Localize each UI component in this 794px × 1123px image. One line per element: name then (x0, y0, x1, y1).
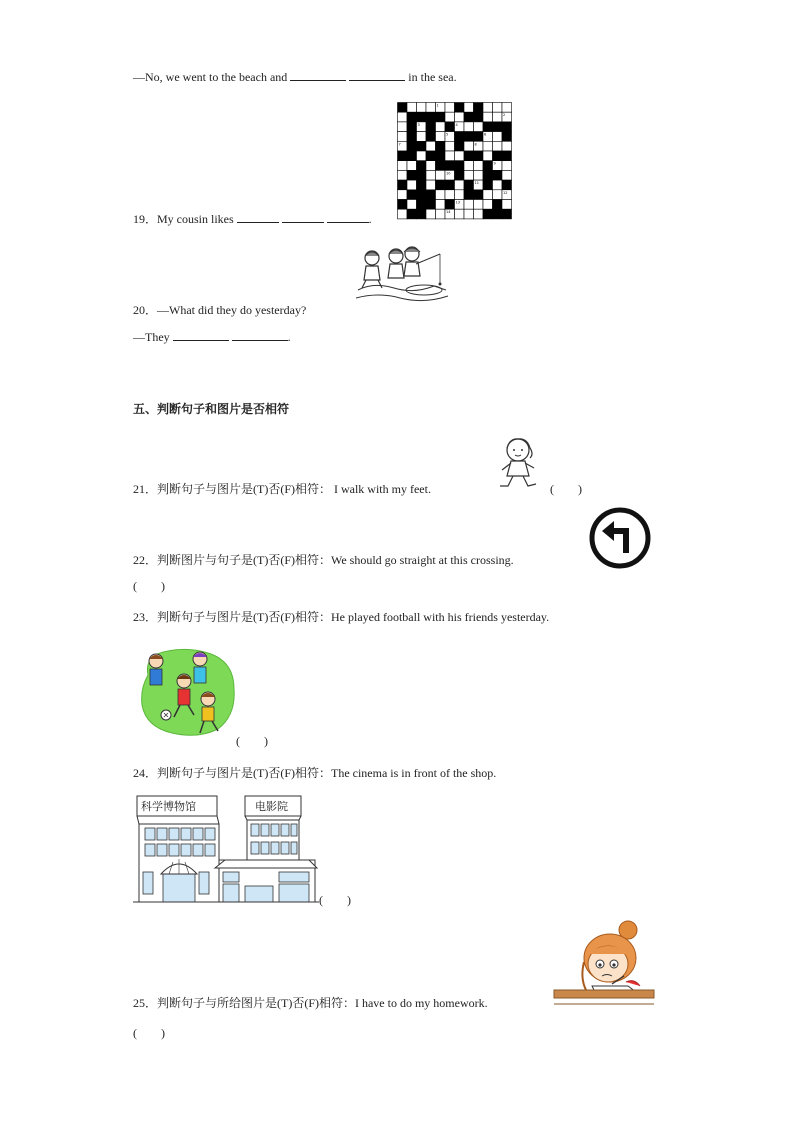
crossword-cell (474, 122, 484, 132)
crossword-number: 11 (474, 181, 479, 186)
crossword-cell (502, 209, 512, 219)
crossword-cell (417, 141, 427, 151)
crossword-cell (502, 180, 512, 190)
crossword-cell (483, 200, 493, 210)
crossword-number: 6 (484, 132, 487, 137)
crossword-cell (474, 132, 487, 142)
crossword-cell (493, 209, 503, 219)
crossword-cell (474, 161, 484, 171)
crossword-cell (426, 170, 436, 180)
crossword-cell (445, 141, 455, 151)
crossword-cell (455, 170, 465, 180)
crossword-cell (502, 151, 512, 161)
crossword-cell (445, 112, 455, 122)
crossword-cell (464, 103, 474, 113)
crossword-cell (426, 112, 436, 122)
crossword-cell (483, 161, 493, 171)
q20-question: 20．—What did they do yesterday? (133, 303, 307, 317)
crossword-cell (455, 151, 465, 161)
crossword-cell (464, 170, 474, 180)
crossword-cell (493, 200, 503, 210)
crossword-cell (398, 200, 408, 210)
crossword-cell (407, 122, 417, 132)
crossword-cell (455, 112, 465, 122)
crossword-cell (445, 151, 455, 161)
crossword-cell (407, 180, 417, 190)
crossword-cell (493, 190, 503, 200)
crossword-cell (493, 151, 503, 161)
crossword-cell (407, 190, 417, 200)
crossword-cell (483, 151, 493, 161)
crossword-cell (445, 103, 455, 113)
crossword-cell (493, 122, 503, 132)
q19-text: 19．My cousin likes (133, 212, 234, 226)
crossword-cell (417, 209, 427, 219)
crossword-cell (493, 132, 503, 142)
answer-blank[interactable] (282, 210, 324, 223)
crossword-cell (455, 132, 465, 142)
q20-answer-prefix: —They (133, 330, 170, 344)
crossword-cell (493, 103, 503, 113)
q21-text: 21．判断句子与图片是(T)否(F)相符： I walk with my feet. (133, 482, 431, 496)
answer-blank[interactable] (232, 328, 288, 341)
crossword-cell (445, 180, 455, 190)
cinema-sign: 电影院 (255, 800, 288, 813)
crossword-cell (445, 200, 455, 210)
crossword-number: 10 (446, 171, 451, 176)
crossword-cell (436, 141, 446, 151)
crossword-cell (417, 103, 427, 113)
crossword-cell (398, 112, 408, 122)
q20-suffix: . (287, 330, 291, 344)
crossword-cell (426, 200, 436, 210)
crossword-cell (436, 209, 446, 219)
q22-answer-paren[interactable]: ( ) (133, 579, 165, 593)
crossword-cell (417, 151, 427, 161)
crossword-cell (483, 170, 493, 180)
q18-line (133, 68, 457, 85)
crossword-number: 13 (455, 200, 460, 205)
crossword-cell (417, 132, 427, 142)
crossword-cell (426, 180, 436, 190)
crossword-cell (407, 161, 417, 171)
crossword-cell (436, 170, 446, 180)
crossword-cell (407, 200, 417, 210)
crossword-cell (407, 103, 417, 113)
q22-text: 22．判断图片与句子是(T)否(F)相符：We should go straight at this crossing. (133, 553, 514, 567)
crossword-cell (455, 190, 465, 200)
q25-text: 25．判断句子与所给图片是(T)否(F)相符：I have to do my homework. (133, 996, 488, 1010)
crossword-number: 14 (446, 210, 451, 215)
crossword-number: 4 (455, 122, 458, 127)
crossword-cell (464, 151, 474, 161)
crossword-cell (407, 151, 417, 161)
crossword-cell (502, 122, 512, 132)
crossword-cell (474, 190, 484, 200)
answer-blank[interactable] (327, 210, 369, 223)
crossword-cell (398, 170, 408, 180)
crossword-cell (502, 200, 512, 210)
crossword-cell (455, 161, 465, 171)
crossword-cell (464, 141, 474, 151)
crossword-picture (397, 102, 515, 222)
crossword-cell (483, 103, 493, 113)
q20-answer-line (133, 328, 291, 345)
crossword-cell (464, 112, 474, 122)
crossword-cell (483, 180, 493, 190)
answer-blank[interactable] (290, 68, 346, 81)
crossword-cell (493, 112, 506, 122)
crossword-cell (464, 180, 474, 190)
crossword-cell (493, 180, 503, 190)
q24-text: 24．判断句子与图片是(T)否(F)相符：The cinema is in front of the shop. (133, 766, 497, 780)
crossword-cell (474, 151, 484, 161)
crossword-cell (455, 180, 465, 190)
crossword-cell (436, 122, 446, 132)
crossword-cell (502, 170, 512, 180)
crossword-cell (436, 180, 446, 190)
crossword-number: 2 (503, 113, 506, 118)
crossword-cell (445, 190, 455, 200)
crossword-cell (464, 200, 474, 210)
crossword-cell (455, 141, 465, 151)
crossword-cell (502, 103, 512, 113)
crossword-cell (436, 200, 446, 210)
q23-text: 23．判断句子与图片是(T)否(F)相符：He played football with his friends yesterday. (133, 610, 550, 624)
crossword-cell (436, 161, 446, 171)
crossword-cell (474, 103, 484, 113)
q25-answer-paren[interactable]: ( ) (133, 1026, 165, 1040)
crossword-cell (464, 161, 474, 171)
crossword-cell (464, 122, 474, 132)
crossword-cell (436, 112, 446, 122)
crossword-number: 7 (398, 142, 401, 147)
crossword-cell (464, 209, 474, 219)
crossword-cell (493, 170, 503, 180)
answer-blank[interactable] (237, 210, 279, 223)
crossword-cell (398, 190, 408, 200)
crossword-number: 12 (503, 190, 508, 195)
crossword-cell (474, 200, 484, 210)
crossword-cell (474, 170, 484, 180)
crossword-cell (455, 209, 465, 219)
answer-blank[interactable] (349, 68, 405, 81)
crossword-cell (426, 103, 436, 113)
crossword-cell (464, 132, 474, 142)
crossword-number: 5 (446, 132, 449, 137)
crossword-cell (474, 209, 484, 219)
crossword-cell (445, 122, 455, 132)
crossword-cell (398, 151, 408, 161)
girl-doing-homework-picture (552, 918, 656, 1008)
crossword-cell (483, 190, 493, 200)
q19-suffix: . (368, 212, 372, 226)
crossword-cell (426, 209, 436, 219)
crossword-cell (417, 200, 427, 210)
crossword-cell (407, 132, 417, 142)
crossword-cell (426, 141, 436, 151)
museum-sign: 科学博物馆 (141, 800, 196, 813)
crossword-number: 1 (436, 103, 439, 108)
crossword-cell (407, 141, 417, 151)
q21-answer-paren[interactable]: ( ) (550, 482, 582, 496)
crossword-cell (398, 209, 408, 219)
crossword-cell (426, 190, 436, 200)
q18-suffix: in the sea. (408, 70, 457, 84)
crossword-number: 3 (417, 122, 420, 127)
crossword-cell (502, 141, 512, 151)
buildings-picture (133, 794, 319, 904)
crossword-cell (502, 132, 512, 142)
crossword-cell (426, 161, 436, 171)
q19-line (133, 210, 372, 227)
crossword-cell (398, 161, 408, 171)
crossword-cell (417, 190, 427, 200)
crossword-cell (474, 112, 484, 122)
q23-answer-paren[interactable]: ( ) (236, 734, 268, 748)
crossword-cell (436, 151, 446, 161)
fishing-kids-picture (354, 244, 450, 304)
crossword-cell (426, 151, 436, 161)
q24-answer-paren[interactable]: ( ) (319, 893, 351, 907)
crossword-cell (407, 209, 417, 219)
crossword-cell (407, 112, 417, 122)
crossword-cell (398, 103, 408, 113)
answer-blank[interactable] (173, 328, 229, 341)
crossword-cell (417, 112, 427, 122)
kids-playing-football-picture (138, 645, 238, 739)
crossword-cell (417, 161, 427, 171)
crossword-cell (483, 122, 493, 132)
crossword-cell (417, 180, 427, 190)
q18-prefix: —No, we went to the beach and (133, 70, 288, 84)
crossword-cell (426, 132, 436, 142)
crossword-cell (398, 132, 408, 142)
crossword-cell (407, 170, 417, 180)
crossword-cell (398, 122, 408, 132)
crossword-cell (426, 122, 436, 132)
crossword-cell (417, 170, 427, 180)
turn-left-sign-icon (588, 505, 652, 569)
crossword-cell (445, 161, 455, 171)
crossword-cell (464, 190, 474, 200)
crossword-cell (455, 103, 465, 113)
crossword-cell (502, 161, 512, 171)
crossword-cell (398, 180, 408, 190)
crossword-cell (436, 132, 449, 142)
q21-line (133, 481, 431, 497)
crossword-cell (493, 141, 503, 151)
crossword-cell (436, 190, 446, 200)
crossword-cell (483, 112, 493, 122)
crossword-number: 8 (474, 142, 477, 147)
crossword-cell (483, 141, 493, 151)
section-heading: 五、判断句子和图片是否相符 (133, 402, 290, 416)
crossword-number: 9 (493, 161, 496, 166)
crossword-cell (483, 209, 493, 219)
walking-girl-picture (496, 436, 542, 492)
